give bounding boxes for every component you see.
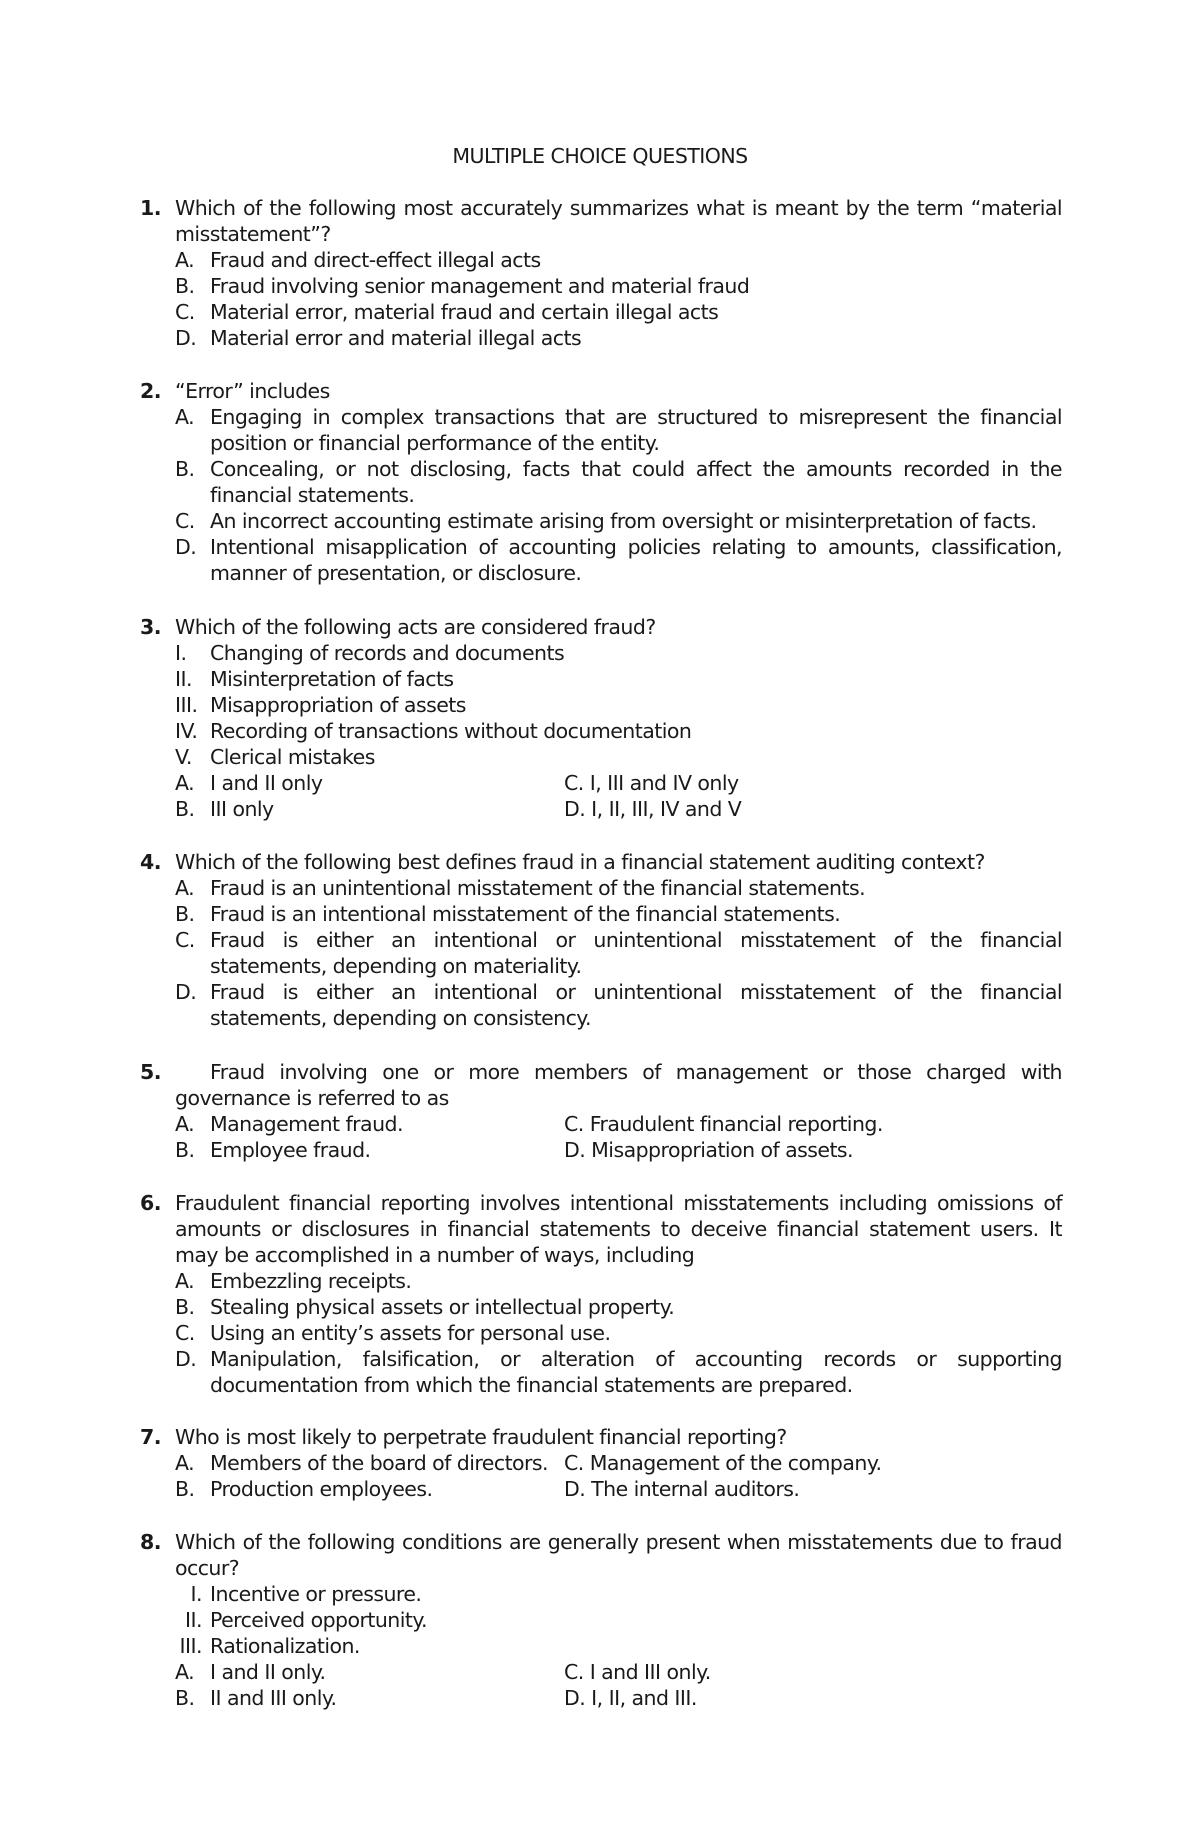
choice-text: Employee fraud. bbox=[210, 1138, 371, 1162]
choice-d bbox=[140, 534, 1062, 586]
choice-d bbox=[140, 325, 1062, 351]
roman-item-ii bbox=[140, 666, 1062, 692]
question-number: 3. bbox=[140, 615, 161, 639]
question-number: 1. bbox=[140, 196, 161, 220]
question-stem: Who is most likely to perpetrate fraudulent financial reporting? bbox=[175, 1425, 787, 1449]
choice-text: Production employees. bbox=[210, 1477, 433, 1501]
choice-label: B. bbox=[175, 1295, 195, 1319]
choice-row-bd bbox=[140, 1685, 1062, 1711]
choice-label: D. bbox=[564, 1477, 586, 1501]
choice-label: A. bbox=[175, 1112, 195, 1136]
choice-label: B. bbox=[175, 1686, 195, 1710]
item-label: I. bbox=[175, 641, 187, 665]
choice-text: III only bbox=[210, 797, 274, 821]
choice-label: A. bbox=[175, 1660, 195, 1684]
item-text: Recording of transactions without documentation bbox=[210, 719, 692, 743]
choice-label: D. bbox=[175, 535, 197, 559]
choice-c bbox=[564, 1659, 711, 1685]
choice-label: A. bbox=[175, 876, 195, 900]
choice-row-ac bbox=[140, 770, 1062, 796]
choice-text: The internal auditors. bbox=[591, 1477, 800, 1501]
item-text: Changing of records and documents bbox=[210, 641, 565, 665]
question-number: 5. bbox=[140, 1060, 161, 1084]
choice-b bbox=[140, 456, 1062, 508]
choice-row-ac bbox=[140, 1659, 1062, 1685]
choice-label: D. bbox=[175, 326, 197, 350]
choice-d bbox=[564, 1137, 853, 1163]
choice-text: Fraudulent financial reporting. bbox=[589, 1112, 883, 1136]
roman-item-iii bbox=[140, 1633, 1062, 1659]
item-label: V. bbox=[175, 745, 192, 769]
choice-b bbox=[140, 1294, 1062, 1320]
choice-text: I and II only. bbox=[210, 1660, 326, 1684]
choice-label: C. bbox=[564, 1112, 584, 1136]
item-label: IV. bbox=[175, 719, 198, 743]
choice-d bbox=[564, 796, 741, 822]
choice-text: Management of the company. bbox=[589, 1451, 882, 1475]
item-label: III. bbox=[175, 693, 198, 717]
choice-label: C. bbox=[564, 771, 584, 795]
choice-label: B. bbox=[175, 274, 195, 298]
question-number: 2. bbox=[140, 379, 161, 403]
choice-text: Engaging in complex transactions that are structured to misrepresent the financial position or financial performance of the entity. bbox=[210, 405, 1062, 455]
choice-text: Fraud is either an intentional or unintentional misstatement of the financial statements, depending on consistency. bbox=[210, 980, 1062, 1030]
choice-text: Using an entity’s assets for personal use. bbox=[210, 1321, 611, 1345]
choice-text: I and III only. bbox=[589, 1660, 711, 1684]
roman-item-v bbox=[140, 744, 1062, 770]
question-stem: “Error” includes bbox=[175, 379, 330, 403]
item-label: II. bbox=[175, 667, 192, 691]
item-text: Misinterpretation of facts bbox=[210, 667, 454, 691]
choice-label: C. bbox=[564, 1451, 584, 1475]
choice-a bbox=[140, 875, 1062, 901]
roman-item-ii bbox=[140, 1607, 1062, 1633]
choice-c bbox=[140, 508, 1062, 534]
choice-label: B. bbox=[175, 797, 195, 821]
item-label: II. bbox=[185, 1608, 202, 1632]
question-stem bbox=[175, 1059, 1062, 1111]
question-2 bbox=[140, 378, 1062, 586]
choice-row-bd bbox=[140, 796, 1062, 822]
item-text: Misappropriation of assets bbox=[210, 693, 466, 717]
choice-a bbox=[140, 1268, 1062, 1294]
question-number: 7. bbox=[140, 1425, 161, 1449]
choice-c bbox=[140, 927, 1062, 979]
question-7 bbox=[140, 1424, 1062, 1502]
choice-text: Stealing physical assets or intellectual property. bbox=[210, 1295, 675, 1319]
choice-label: A. bbox=[175, 771, 195, 795]
item-label: I. bbox=[190, 1582, 202, 1606]
item-text: Rationalization. bbox=[210, 1634, 360, 1658]
question-stem-text: Fraud involving one or more members of management or those charged with governance is referred to as bbox=[175, 1060, 1062, 1110]
choice-row-ac bbox=[140, 1111, 1062, 1137]
choice-d bbox=[564, 1685, 697, 1711]
choice-text: Fraud and direct-effect illegal acts bbox=[210, 248, 541, 272]
question-number: 8. bbox=[140, 1530, 161, 1554]
choice-label: B. bbox=[175, 457, 195, 481]
question-stem: Which of the following most accurately summarizes what is meant by the term “material misstatement”? bbox=[175, 196, 1062, 246]
choice-label: D. bbox=[564, 1686, 586, 1710]
choice-label: C. bbox=[175, 1321, 195, 1345]
choice-label: A. bbox=[175, 405, 195, 429]
choice-text: I, II, III, IV and V bbox=[591, 797, 742, 821]
question-5 bbox=[140, 1059, 1062, 1163]
question-1 bbox=[140, 195, 1062, 351]
choice-label: C. bbox=[564, 1660, 584, 1684]
choice-text: Fraud is an unintentional misstatement of the financial statements. bbox=[210, 876, 866, 900]
choice-label: C. bbox=[175, 509, 195, 533]
choice-row-bd bbox=[140, 1137, 1062, 1163]
question-number: 4. bbox=[140, 850, 161, 874]
roman-item-iii bbox=[140, 692, 1062, 718]
question-6 bbox=[140, 1190, 1062, 1398]
question-number: 6. bbox=[140, 1191, 161, 1215]
roman-item-i bbox=[140, 1581, 1062, 1607]
choice-c bbox=[564, 770, 739, 796]
choice-text: I, III and IV only bbox=[589, 771, 739, 795]
choice-b bbox=[140, 273, 1062, 299]
choice-label: C. bbox=[175, 928, 195, 952]
choice-text: II and III only. bbox=[210, 1686, 337, 1710]
choice-a bbox=[140, 247, 1062, 273]
choice-c bbox=[140, 1320, 1062, 1346]
choice-label: B. bbox=[175, 1477, 195, 1501]
choice-text: An incorrect accounting estimate arising from oversight or misinterpretation of facts. bbox=[210, 509, 1037, 533]
page-title: MULTIPLE CHOICE QUESTIONS bbox=[452, 144, 748, 168]
item-text: Incentive or pressure. bbox=[210, 1582, 422, 1606]
choice-label: D. bbox=[175, 1347, 197, 1371]
choice-text: I, II, and III. bbox=[591, 1686, 697, 1710]
question-8 bbox=[140, 1529, 1062, 1711]
roman-item-iv bbox=[140, 718, 1062, 744]
choice-text: Concealing, or not disclosing, facts that could affect the amounts recorded in the financial statements. bbox=[210, 457, 1062, 507]
item-label: III. bbox=[179, 1634, 202, 1658]
choice-text: I and II only bbox=[210, 771, 323, 795]
choice-text: Fraud involving senior management and material fraud bbox=[210, 274, 750, 298]
choice-d bbox=[140, 1346, 1062, 1398]
choice-text: Manipulation, falsification, or alteration of accounting records or supporting documentation from which the financial statements are prepared. bbox=[210, 1347, 1062, 1397]
item-text: Perceived opportunity. bbox=[210, 1608, 427, 1632]
question-4 bbox=[140, 849, 1062, 1031]
choice-label: D. bbox=[175, 980, 197, 1004]
question-3 bbox=[140, 614, 1062, 822]
question-stem: Fraudulent financial reporting involves intentional misstatements including omissions of amounts or disclosures in financial statements to deceive financial statement users. It may be accomplished in a number of ways, including bbox=[175, 1191, 1062, 1267]
roman-item-i bbox=[140, 640, 1062, 666]
choice-d bbox=[564, 1476, 799, 1502]
choice-row-ac bbox=[140, 1450, 1062, 1476]
choice-row-bd bbox=[140, 1476, 1062, 1502]
choice-label: B. bbox=[175, 1138, 195, 1162]
choice-text: Misappropriation of assets. bbox=[591, 1138, 854, 1162]
choice-text: Embezzling receipts. bbox=[210, 1269, 412, 1293]
choice-c bbox=[564, 1111, 883, 1137]
choice-text: Members of the board of directors. bbox=[210, 1451, 549, 1475]
choice-d bbox=[140, 979, 1062, 1031]
question-stem: Which of the following conditions are generally present when misstatements due to fraud occur? bbox=[175, 1530, 1062, 1580]
choice-text: Intentional misapplication of accounting policies relating to amounts, classification, manner of presentation, or disclosure. bbox=[210, 535, 1062, 585]
choice-text: Management fraud. bbox=[210, 1112, 403, 1136]
choice-label: A. bbox=[175, 1269, 195, 1293]
choice-c bbox=[140, 299, 1062, 325]
question-stem: Which of the following acts are considered fraud? bbox=[175, 615, 656, 639]
choice-text: Material error, material fraud and certain illegal acts bbox=[210, 300, 719, 324]
choice-text: Material error and material illegal acts bbox=[210, 326, 582, 350]
question-stem: Which of the following best defines fraud in a financial statement auditing context? bbox=[175, 850, 985, 874]
choice-label: A. bbox=[175, 1451, 195, 1475]
choice-label: A. bbox=[175, 248, 195, 272]
choice-text: Fraud is either an intentional or unintentional misstatement of the financial statements, depending on materiality. bbox=[210, 928, 1062, 978]
choice-text: Fraud is an intentional misstatement of the financial statements. bbox=[210, 902, 841, 926]
choice-a bbox=[140, 404, 1062, 456]
choice-label: B. bbox=[175, 902, 195, 926]
choice-b bbox=[140, 901, 1062, 927]
item-text: Clerical mistakes bbox=[210, 745, 375, 769]
choice-label: D. bbox=[564, 797, 586, 821]
choice-c bbox=[564, 1450, 881, 1476]
choice-label: C. bbox=[175, 300, 195, 324]
choice-label: D. bbox=[564, 1138, 586, 1162]
